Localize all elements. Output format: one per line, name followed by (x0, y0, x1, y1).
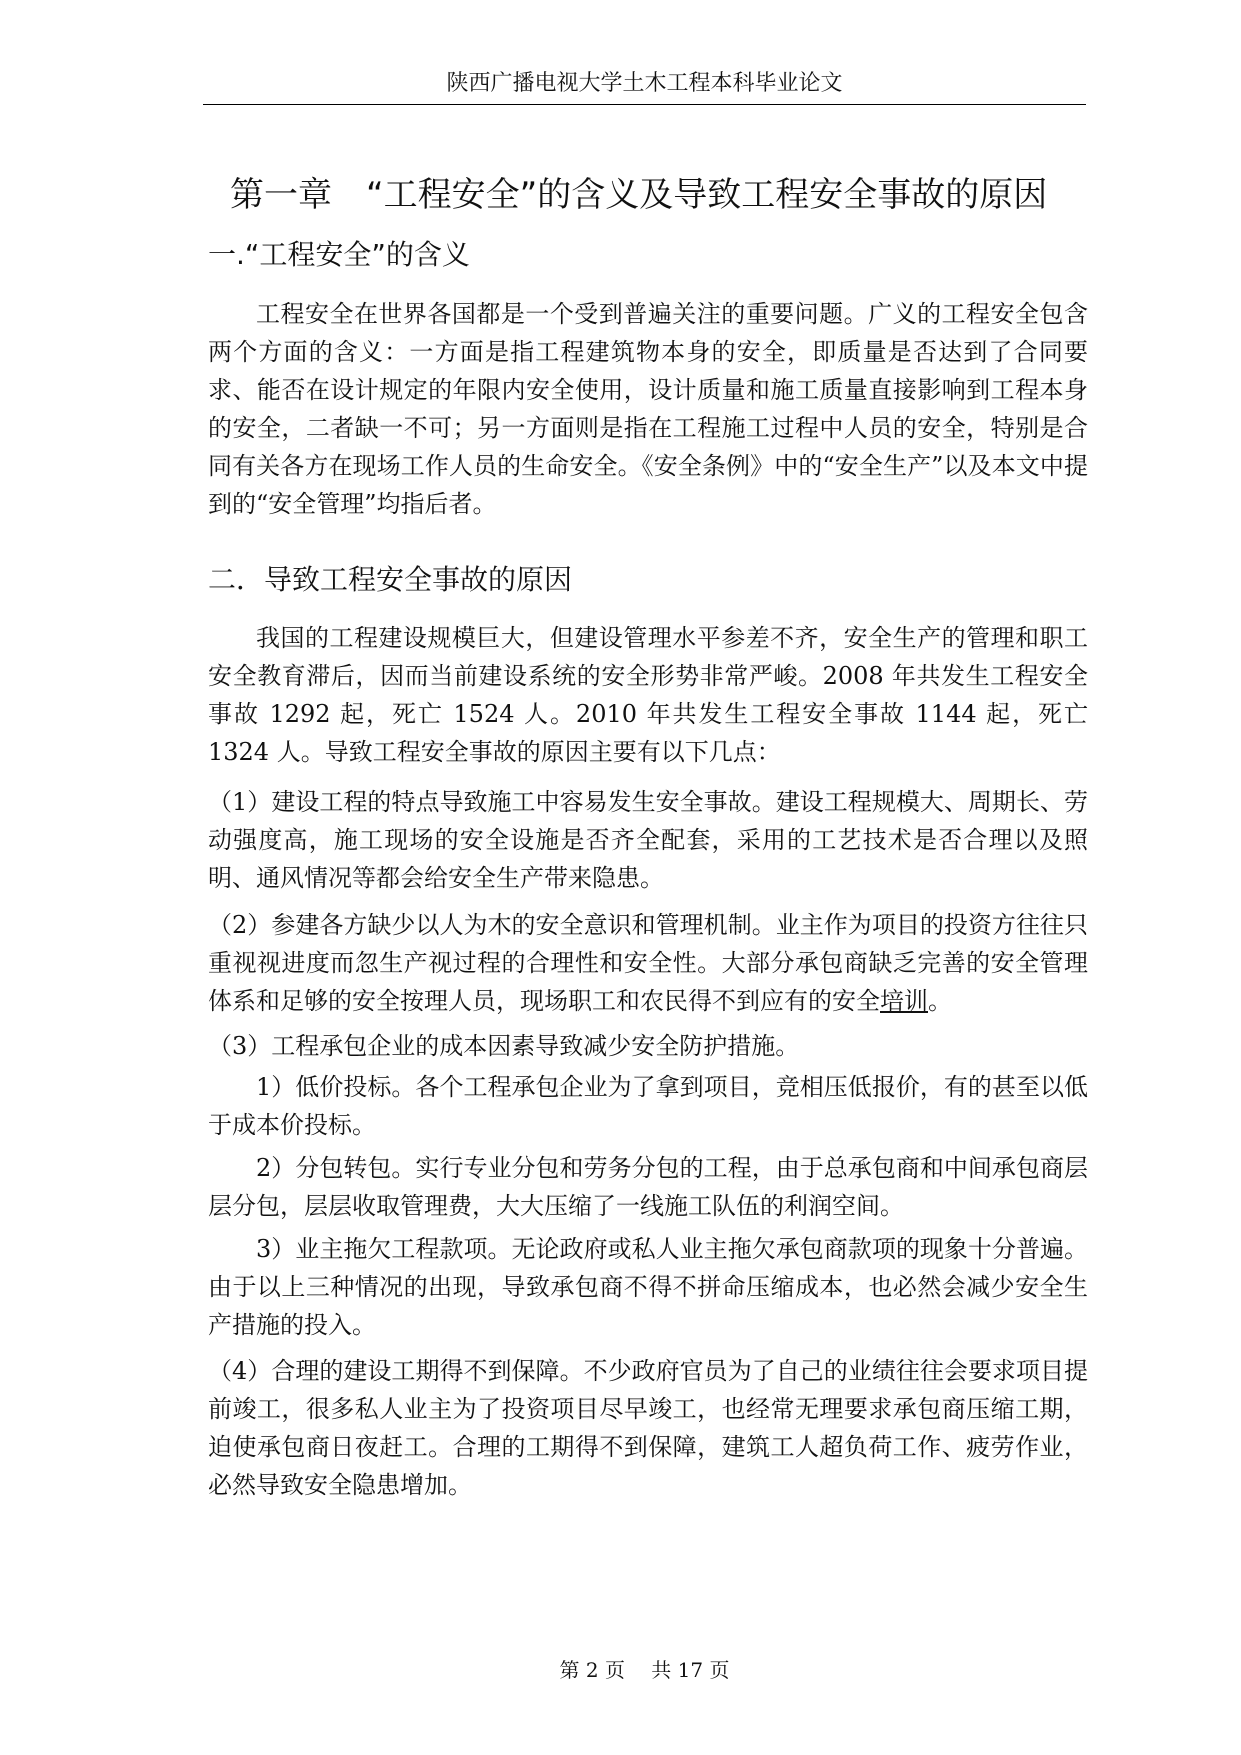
section-heading-1: 一.“工程安全”的含义 (208, 238, 470, 271)
list-item-3-sub-3: 3）业主拖欠工程款项。无论政府或私人业主拖欠承包商款项的现象十分普遍。由于以上三种情况的出现，导致承包商不得不拼命压缩成本，也必然会减少安全生产措施的投入。 (208, 1235, 1088, 1339)
chapter-title: 第一章 “工程安全”的含义及导致工程安全事故的原因 (230, 175, 1048, 215)
page-footer: 第 2 页 共 17 页 (559, 1658, 730, 1682)
list-item-2 (208, 906, 1088, 1020)
section-heading-2: 二．导致工程安全事故的原因 (208, 563, 573, 596)
section2-intro-paragraph: 我国的工程建设规模巨大，但建设管理水平参差不齐，安全生产的管理和职工安全教育滞后，因而当前建设系统的安全形势非常严峻。2008 年共发生工程安全事故 1292 起，死亡 1524 人。2010 年共发生工程安全事故 1144 起，死亡 1324 人。导致工程安全事故的原因主要有以下几点： (208, 624, 1088, 766)
page-header: 陕西广播电视大学土木工程本科毕业论文 (446, 71, 843, 96)
list-item-3: （3）工程承包企业的成本因素导致减少安全防护措施。 (208, 1032, 800, 1060)
list-item-4: （4）合理的建设工期得不到保障。不少政府官员为了自己的业绩往往会要求项目提前竣工，很多私人业主为了投资项目尽早竣工，也经常无理要求承包商压缩工期，迫使承包商日夜赶工。合理的工期得不到保障，建筑工人超负荷工作、疲劳作业，必然导致安全隐患增加。 (208, 1357, 1088, 1499)
list-item-3-sub-1: 1）低价投标。各个工程承包企业为了拿到项目，竞相压低报价，有的甚至以低于成本价投标。 (208, 1073, 1088, 1139)
list-item-2-text: （2）参建各方缺少以人为木的安全意识和管理机制。业主作为项目的投资方往往只重视视进度而忽生产视过程的合理性和安全性。大部分承包商缺乏完善的安全管理体系和足够的安全按理人员，现场职工和农民得不到应有的安全 (208, 911, 1088, 1015)
header-divider (203, 104, 1086, 105)
list-item-2-end: 。 (928, 987, 952, 1015)
list-item-3-sub-2: 2）分包转包。实行专业分包和劳务分包的工程，由于总承包商和中间承包商层层分包，层层收取管理费，大大压缩了一线施工队伍的利润空间。 (208, 1154, 1088, 1220)
training-link[interactable]: 培训 (880, 987, 928, 1015)
section1-paragraph: 工程安全在世界各国都是一个受到普遍关注的重要问题。广义的工程安全包含两个方面的含义：一方面是指工程建筑物本身的安全，即质量是否达到了合同要求、能否在设计规定的年限内安全使用，设计质量和施工质量直接影响到工程本身的安全，二者缺一不可；另一方面则是指在工程施工过程中人员的安全，特别是合同有关各方在现场工作人员的生命安全。《安全条例》中的“安全生产”以及本文中提到的“安全管理”均指后者。 (208, 300, 1088, 518)
list-item-1: （1）建设工程的特点导致施工中容易发生安全事故。建设工程规模大、周期长、劳动强度高，施工现场的安全设施是否齐全配套，采用的工艺技术是否合理以及照明、通风情况等都会给安全生产带来隐患。 (208, 788, 1088, 892)
